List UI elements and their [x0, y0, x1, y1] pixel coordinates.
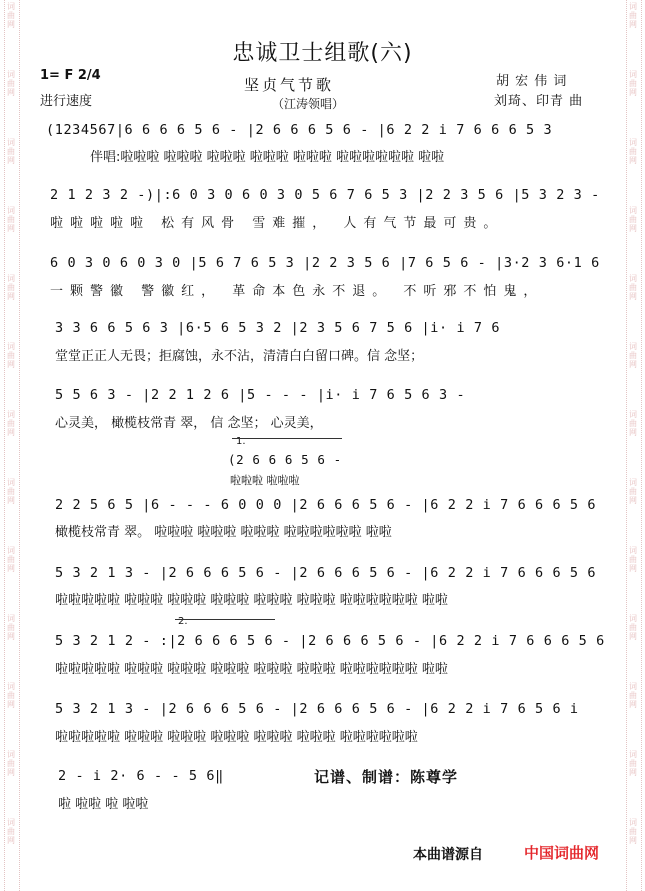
watermark-glyph: 词曲网 [629, 614, 637, 641]
song-title: 忠诚卫士组歌(六) [232, 41, 413, 66]
watermark-glyph: 词曲网 [7, 478, 15, 505]
watermark-glyph: 词曲网 [629, 478, 637, 505]
source-label: 本曲谱源自 [413, 847, 483, 863]
notation-line-10: 2 - i 2· 6 - - 5 6‖ [58, 768, 224, 784]
notation-line-5: 5 5 6 3 - |2 2 1 2 6 |5 - - - |i· i 7 6 5 6 3 - [55, 387, 466, 403]
watermark-glyph: 词曲网 [7, 274, 15, 301]
lyrics-line-2: 啦啦啦啦啦 松有风骨 雪难摧， 人有气节最可贵。 [50, 216, 504, 231]
watermark-glyph: 词曲网 [7, 818, 15, 845]
watermark-glyph: 词曲网 [7, 410, 15, 437]
watermark-glyph: 词曲网 [629, 682, 637, 709]
watermark-glyph: 词曲网 [629, 342, 637, 369]
volta-bracket-line [232, 438, 342, 439]
key-signature: 1= F 2/4 [40, 68, 101, 83]
lyrics-line-5: 心灵美， 橄榄枝常青 翠， 信 念坚； 心灵美， [55, 416, 323, 431]
lyrics-line-1: 伴唱:啦啦啦 啦啦啦 啦啦啦 啦啦啦 啦啦啦 啦啦啦啦啦啦 啦啦 [90, 150, 445, 165]
watermark-glyph: 词曲网 [7, 206, 15, 233]
tempo-marking: 进行速度 [40, 94, 93, 109]
lyricist-credit: 胡 宏 伟 词 [496, 74, 568, 89]
lyrics-line-9: 啦啦啦啦啦 啦啦啦 啦啦啦 啦啦啦 啦啦啦 啦啦啦 啦啦啦啦啦啦 [55, 730, 418, 745]
watermark-glyph: 词曲网 [629, 70, 637, 97]
watermark-glyph: 词曲网 [629, 750, 637, 777]
transcriber-credit: 记谱、制谱：陈尊学 [314, 768, 459, 786]
lyrics-line-10: 啦 啦啦 啦 啦啦 [58, 797, 149, 812]
composer-credit: 刘琦、印青 曲 [494, 94, 584, 109]
watermark-glyph: 词曲网 [629, 206, 637, 233]
watermark-glyph: 词曲网 [629, 546, 637, 573]
lyrics-line-7: 啦啦啦啦啦 啦啦啦 啦啦啦 啦啦啦 啦啦啦 啦啦啦 啦啦啦啦啦啦 啦啦 [55, 593, 448, 608]
watermark-glyph: 词曲网 [7, 546, 15, 573]
song-subtitle: 坚贞气节歌 [244, 76, 335, 94]
lyrics-line-4: 堂堂正正人无畏；拒腐蚀，永不沾，清清白白留口碑。信 念坚； [55, 349, 424, 364]
watermark-glyph: 词曲网 [7, 750, 15, 777]
lead-singer: （江涛领唱） [272, 97, 345, 111]
watermark-glyph: 词曲网 [7, 2, 15, 29]
notation-line-6: 2 2 5 6 5 |6 - - - 6 0 0 0 |2 6 6 6 5 6 - |6 2 2 i 7 6 6 6 5 6 [55, 497, 597, 513]
watermark-glyph: 词曲网 [7, 614, 15, 641]
notation-line-7: 5 3 2 1 3 - |2 6 6 6 5 6 - |2 6 6 6 5 6 - |6 2 2 i 7 6 6 6 5 6 [55, 565, 597, 581]
volta-lyrics: 啦啦啦 啦啦啦 [230, 474, 300, 487]
watermark-glyph: 词曲网 [629, 274, 637, 301]
watermark-glyph: 词曲网 [629, 138, 637, 165]
watermark-glyph: 词曲网 [7, 682, 15, 709]
notation-line-3: 6 0 3 0 6 0 3 0 |5 6 7 6 5 3 |2 2 3 5 6 |7 6 5 6 - |3·2 3 6·1 6 [50, 255, 600, 271]
volta-bracket-line-2 [175, 619, 275, 620]
watermark-glyph: 词曲网 [7, 342, 15, 369]
lyrics-line-3: 一颗警徽 警徽红， 革命本色永不退。 不听邪不怕鬼， [50, 284, 544, 299]
volta-mark-2: 2. [178, 616, 188, 627]
site-brand-link[interactable]: 中国词曲网 [524, 844, 600, 862]
volta-mark-1: 1. [236, 436, 246, 447]
watermark-glyph: 词曲网 [629, 2, 637, 29]
notation-line-2: 2 1 2 3 2 -)|:6 0 3 0 6 0 3 0 5 6 7 6 5 3 |2 2 3 5 6 |5 3 2 3 - [50, 187, 600, 203]
watermark-glyph: 词曲网 [7, 138, 15, 165]
watermark-glyph: 词曲网 [7, 70, 15, 97]
lyrics-line-8: 啦啦啦啦啦 啦啦啦 啦啦啦 啦啦啦 啦啦啦 啦啦啦 啦啦啦啦啦啦 啦啦 [55, 662, 448, 677]
notation-line-4: 3 3 6 6 5 6 3 |6·5 6 5 3 2 |2 3 5 6 7 5 6 |i· i 7 6 [55, 320, 501, 336]
notation-line-8: 5 3 2 1 2 - :|2 6 6 6 5 6 - |2 6 6 6 5 6 - |6 2 2 i 7 6 6 6 5 6 [55, 633, 605, 649]
notation-line-1: (1234567|6 6 6 6 5 6 - |2 6 6 6 5 6 - |6 2 2 i 7 6 6 6 5 3 [46, 122, 553, 138]
watermark-glyph: 词曲网 [629, 818, 637, 845]
watermark-glyph: 词曲网 [629, 410, 637, 437]
volta-notation: (2 6 6 6 5 6 - [228, 452, 342, 467]
notation-line-9: 5 3 2 1 3 - |2 6 6 6 5 6 - |2 6 6 6 5 6 - |6 2 2 i 7 6 5 6 i [55, 701, 579, 717]
lyrics-line-6: 橄榄枝常青 翠。 啦啦啦 啦啦啦 啦啦啦 啦啦啦啦啦啦 啦啦 [55, 525, 392, 540]
